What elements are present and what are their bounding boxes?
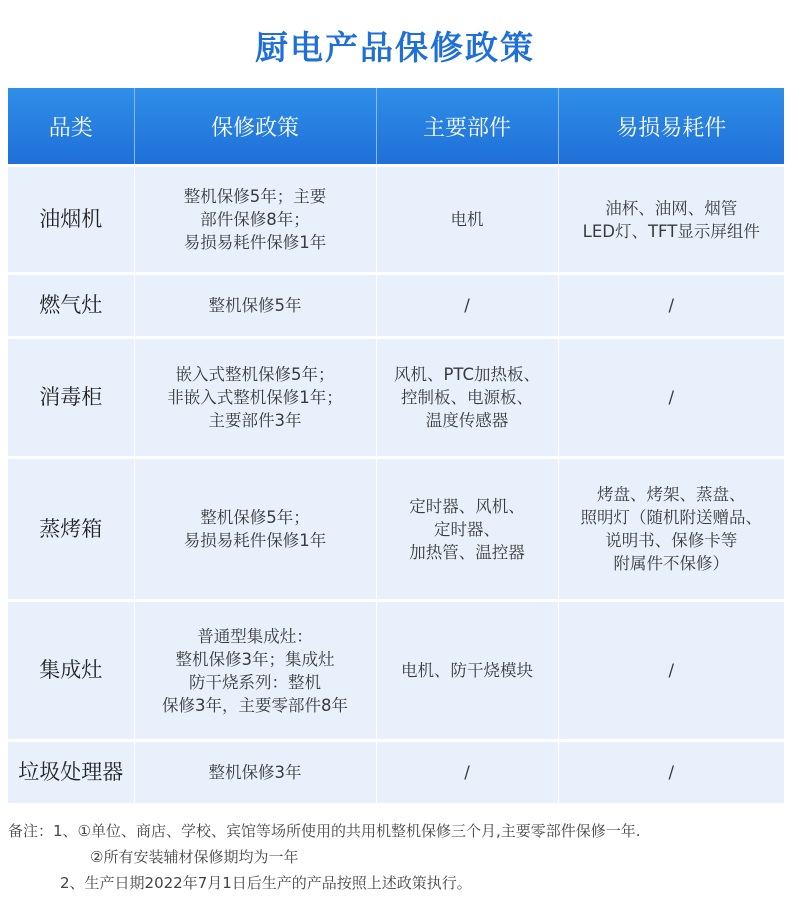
category-cell: 集成灶 (8, 601, 134, 741)
consumables-cell: 烤盘、烤架、蒸盘、 照明灯（随机附送赠品、 说明书、保修卡等 附属件不保修） (558, 458, 784, 601)
main-parts-cell: 电机 (376, 166, 558, 274)
consumables-cell: / (558, 274, 784, 338)
header-main-parts: 主要部件 (376, 88, 558, 166)
consumables-cell: 油杯、油网、烟管 LED灯、TFT显示屏组件 (558, 166, 784, 274)
main-parts-cell: 定时器、风机、 定时器、 加热管、温控器 (376, 458, 558, 601)
table-row (8, 741, 784, 803)
category-cell: 消毒柜 (8, 338, 134, 458)
main-parts-cell: 风机、PTC加热板、 控制板、电源板、 温度传感器 (376, 338, 558, 458)
policy-cell: 普通型集成灶： 整机保修3年；集成灶 防干烧系列：整机 保修3年，主要零部件8年 (134, 601, 376, 741)
policy-cell: 整机保修5年；主要 部件保修8年； 易损易耗件保修1年 (134, 166, 376, 274)
note-line-1: 备注：1、①单位、商店、学校、宾馆等场所使用的共用机整机保修三个月,主要零部件保修一年. (8, 822, 641, 840)
policy-cell: 嵌入式整机保修5年； 非嵌入式整机保修1年； 主要部件3年 (134, 338, 376, 458)
category-cell: 油烟机 (8, 166, 134, 274)
category-cell: 燃气灶 (8, 274, 134, 338)
header-category: 品类 (8, 88, 134, 166)
policy-cell: 整机保修5年； 易损易耗件保修1年 (134, 458, 376, 601)
table-row (8, 601, 784, 741)
policy-cell: 整机保修5年 (134, 274, 376, 338)
header-consumables: 易损易耗件 (558, 88, 784, 166)
policy-cell: 整机保修3年 (134, 741, 376, 803)
consumables-cell: / (558, 741, 784, 803)
table-row (8, 166, 784, 274)
main-parts-cell: / (376, 741, 558, 803)
header-policy: 保修政策 (134, 88, 376, 166)
main-parts-cell: / (376, 274, 558, 338)
main-parts-cell: 电机、防干烧模块 (376, 601, 558, 741)
table-row (8, 274, 784, 338)
page-title: 厨电产品保修政策 (255, 28, 535, 67)
note-line-2: ②所有安装辅材保修期均为一年 (90, 848, 299, 866)
table-row (8, 338, 784, 458)
consumables-cell: / (558, 601, 784, 741)
table-header-row (8, 88, 784, 166)
table-row (8, 458, 784, 601)
consumables-cell: / (558, 338, 784, 458)
note-line-3: 2、生产日期2022年7月1日后生产的产品按照上述政策执行。 (60, 874, 472, 892)
notes-section (8, 818, 788, 896)
category-cell: 垃圾处理器 (8, 741, 134, 803)
category-cell: 蒸烤箱 (8, 458, 134, 601)
warranty-policy-table (8, 88, 784, 803)
